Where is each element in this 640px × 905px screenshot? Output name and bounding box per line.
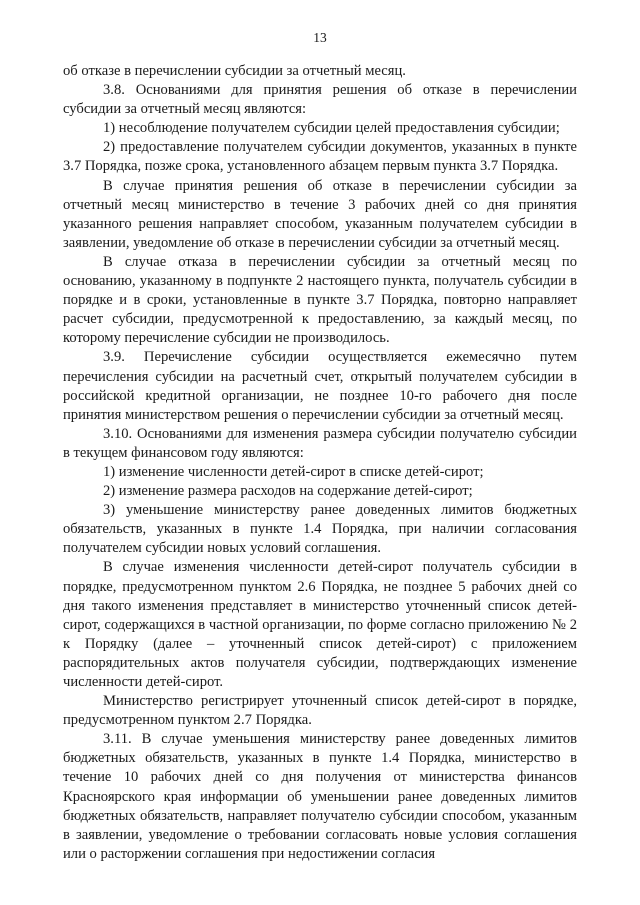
paragraph-3-10-item-1: 1) изменение численности детей-сирот в списке детей-сирот; — [103, 463, 484, 480]
paragraph-3-9: 3.9. Перечисление субсидии осуществляется ежемесячно путем перечисления субсидии на расчетный счет, открытый получателем субсидии в российской кредитной организации, не позднее 10-го рабочего дня после принятия министерством решения о перечислении субсидии за отчетный месяц. — [63, 349, 577, 423]
paragraph-3-10: 3.10. Основаниями для изменения размера субсидии получателю субсидии в текущем финансовом году являются: — [63, 425, 577, 461]
paragraph-orphan-count-change: В случае изменения численности детей-сирот получатель субсидии в порядке, предусмотренном пунктом 2.6 Порядка, не позднее 5 рабочих дней со дня такого изменения представляет в министерство уточненный список детей-сирот, содержащихся в частной организации, по форме согласно приложению № 2 к Порядку (далее – уточненный список детей-сирот) с приложением распорядительных актов получателя субсидии, подтверждающих изменение численности детей-сирот. — [63, 559, 577, 690]
paragraph-3-8-item-1: 1) несоблюдение получателем субсидии целей предоставления субсидии; — [103, 120, 560, 137]
paragraph-3-8-item-2: 2) предоставление получателем субсидии документов, указанных в пункте 3.7 Порядка, позже срока, установленного абзацем первым пункта 3.7 Порядка. — [63, 139, 577, 175]
page-number: 13 — [313, 30, 327, 45]
paragraph-refusal-resubmit: В случае отказа в перечислении субсидии за отчетный месяц по основанию, указанному в подпункте 2 настоящего пункта, получатель субсидии в порядке и в сроки, установленные в пункте 3.7 Порядка, повторно направляет расчет субсидии, предусмотренной к предоставлению, за каждый месяц, по которому перечисление субсидии не производилось. — [63, 253, 577, 347]
paragraph-refusal-notice: В случае принятия решения об отказе в перечислении субсидии за отчетный месяц министерство в течение 3 рабочих дней со дня принятия указанного решения направляет способом, указанным получателем субсидии в заявлении, уведомление об отказе в перечислении субсидии за отчетный месяц. — [63, 177, 577, 251]
paragraph-3-10-item-3: 3) уменьшение министерству ранее доведенных лимитов бюджетных обязательств, указанных в пункте 1.4 Порядка, при наличии согласования получателем субсидии новых условий соглашения. — [63, 502, 577, 557]
document-body — [63, 62, 577, 864]
paragraph-3-11: 3.11. В случае уменьшения министерству ранее доведенных лимитов бюджетных обязательств, указанных в пункте 1.4 Порядка, министерство в течение 10 рабочих дней со дня получения от министерства финансов Красноярского края информации об уменьшении ранее доведенных лимитов бюджетных обязательств, направляет получателю субсидии способом, указанным в заявлении, уведомление о требовании согласовать новые условия соглашения или о расторжении соглашения при недостижении согласия — [63, 731, 577, 862]
paragraph-3-8: 3.8. Основаниями для принятия решения об отказе в перечислении субсидии за отчетный месяц являются: — [63, 82, 577, 118]
paragraph-ministry-registers: Министерство регистрирует уточненный список детей-сирот в порядке, предусмотренном пунктом 2.7 Порядка. — [63, 693, 577, 729]
paragraph-continuation: об отказе в перечислении субсидии за отчетный месяц. — [63, 63, 406, 79]
paragraph-3-10-item-2: 2) изменение размера расходов на содержание детей-сирот; — [103, 483, 473, 500]
